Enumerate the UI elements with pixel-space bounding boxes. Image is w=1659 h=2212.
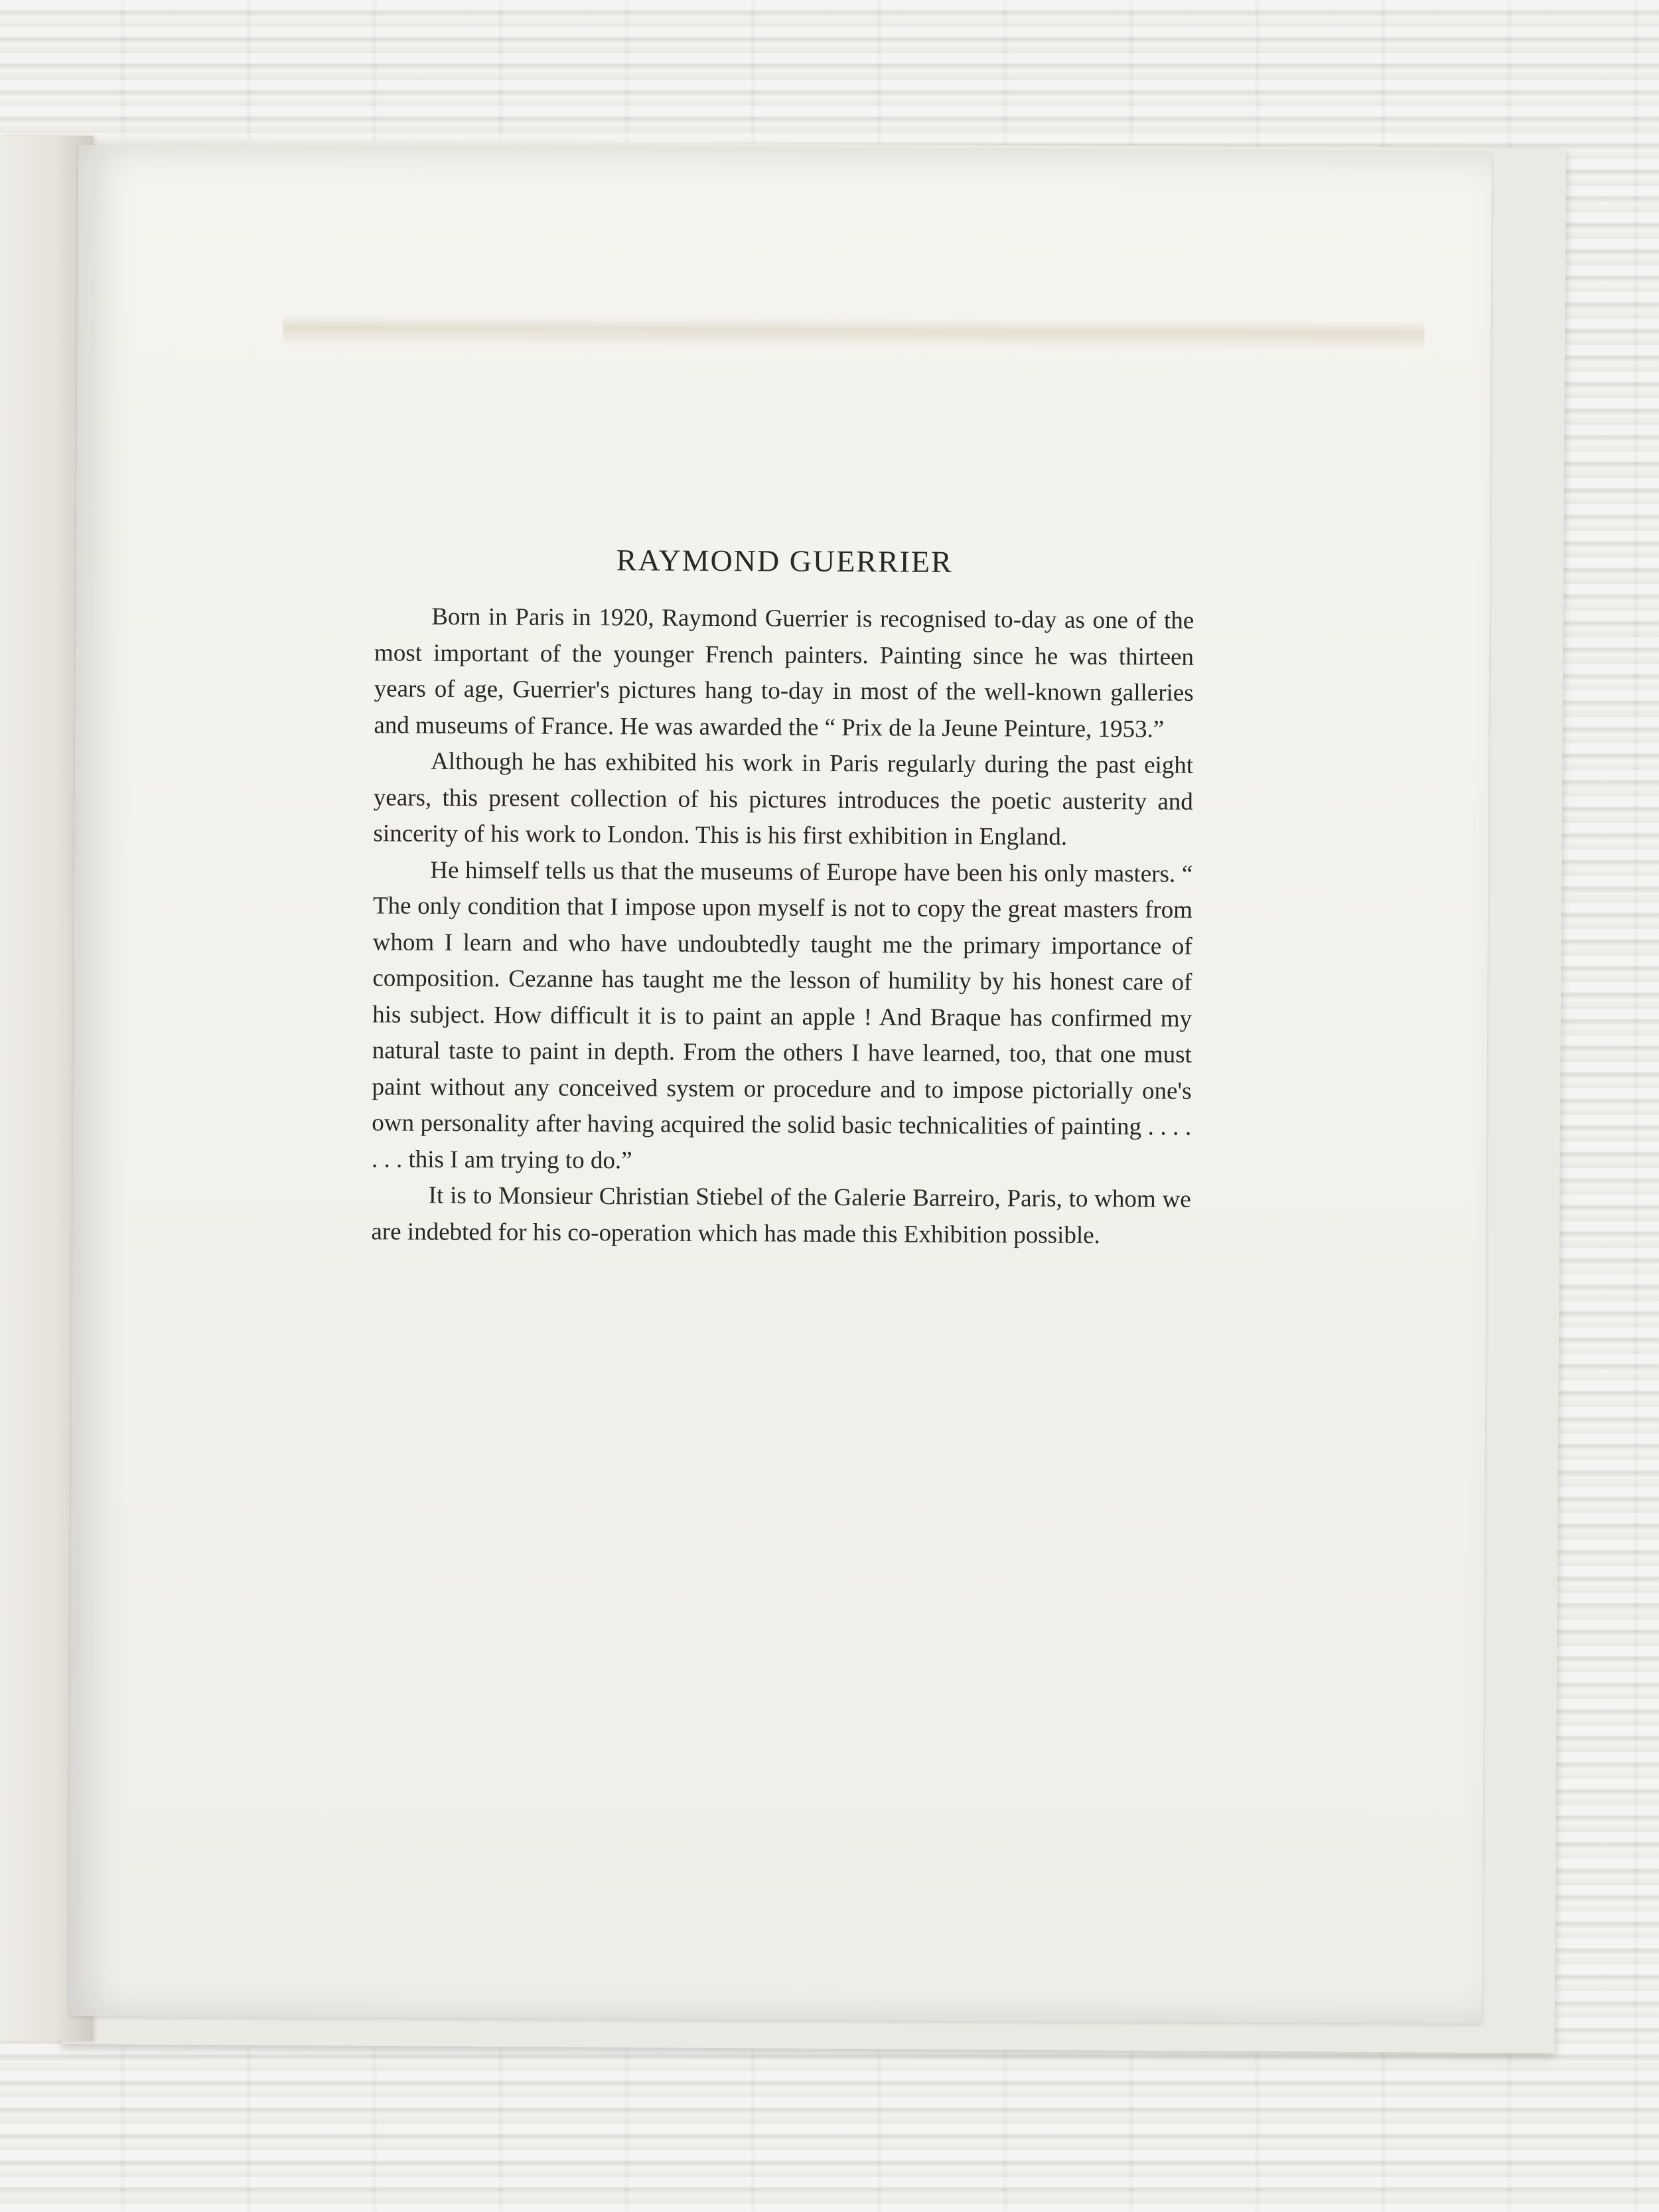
paragraph-biography: Born in Paris in 1920, Raymond Guerrier is recognised to-day as one of the most important of the younger French painters. Painting since he was thirteen years of age, Guerrier's pictures hang to-day in most of the well-known galleries and museums of France. He was awarded the “ Prix de la Jeune Peinture, 1953.” [374, 603, 1194, 743]
page-content [371, 541, 1194, 1254]
paragraph-acknowledgement: It is to Monsieur Christian Stiebel of the Galerie Barreiro, Paris, to whom we are indebted for his co-operation which has made this Exhibition possible. [371, 1181, 1191, 1249]
page-title: RAYMOND GUERRIER [616, 543, 953, 579]
tape-stain [283, 315, 1424, 352]
paragraph-quote: He himself tells us that the museums of Europe have been his only masters. “ The only condition that I impose upon myself is not to copy the great masters from whom I learn and who have undoubtedly taught me the primary importance of composition. Cezanne has taught me the lesson of humility by his honest care of his subject. How difficult it is to paint an apple ! And Braque has confirmed my natural taste to paint in depth. From the others I have learned, too, that one must paint without any conceived system or procedure and to impose pictorially one's own personality after having acquired the solid basic technicalities of painting . . . . . . . this I am trying to do.” [371, 856, 1193, 1174]
booklet-page [68, 145, 1492, 2024]
paragraph-exhibition: Although he has exhibited his work in Paris regularly during the past eight years, this present collection of his pictures introduces the poetic austerity and sincerity of his work to London. This is his first exhibition in England. [373, 747, 1194, 851]
